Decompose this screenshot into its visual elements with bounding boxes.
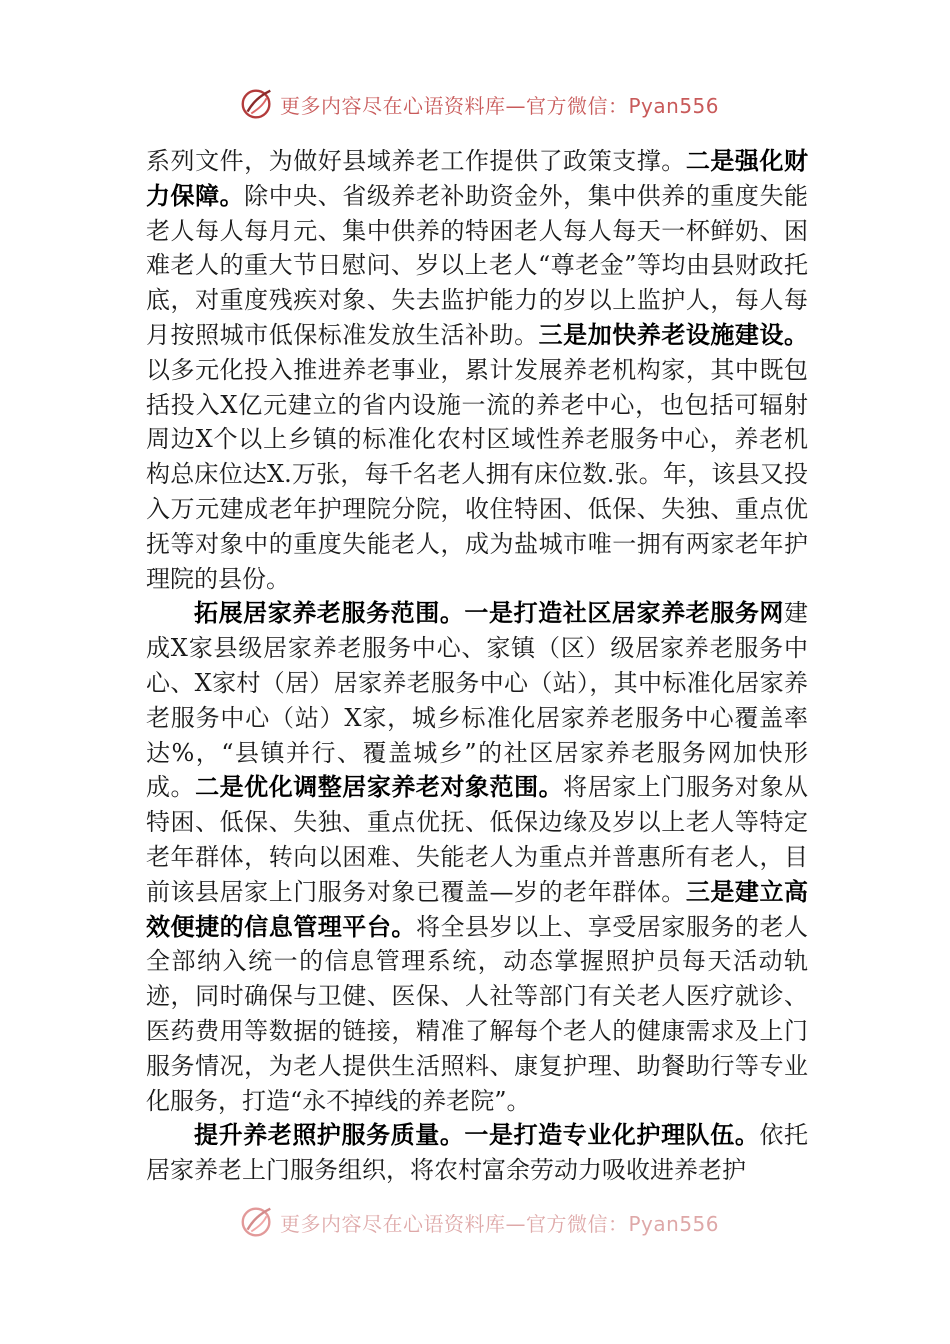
- paragraph-1-text-3: 以多元化投入推进养老事业，累计发展养老机构家，其中既包括投入X亿元建立的省内设施一流的养老中心，也包括可辐射周边X个以上乡镇的标准化农村区域性养老服务中心，养老机构总床位达X.万张，每千名老人拥有床位数.张。年，该县又投入万元建成老年护理院分院，收住特困、低保、失独、重点优抚等对象中的重度失能老人，成为盐城市唯一拥有两家老年护理院的县份。: [146, 355, 808, 593]
- paragraph-2-heading-1: 拓展居家养老服务范围。一是打造社区居家养老服务网: [194, 598, 784, 628]
- paragraph-3-heading-1: 提升养老照护服务质量。一是打造专业化护理队伍。: [194, 1120, 760, 1150]
- paragraph-2-text-1: 建成X家县级居家养老服务中心、家镇（区）级居家养老服务中心、X家村（居）居家养老服务中心（站），其中标准化居家养老服务中心（站）X家，城乡标准化居家养老服务中心覆盖率达%，“县镇并行、覆盖城乡”的社区居家养老服务网加快形成。: [146, 599, 808, 802]
- paragraph-1: [146, 144, 808, 596]
- paragraph-1-heading-2: 二是强化财力保障。: [146, 146, 809, 210]
- paragraph-3: [146, 1118, 808, 1188]
- paragraph-2-text-3: 将全县岁以上、享受居家服务的老人全部纳入统一的信息管理系统，动态掌握照护员每天活动轨迹，同时确保与卫健、医保、人社等部门有关老人医疗就诊、医药费用等数据的链接，精准了解每个老人的健康需求及上门服务情况，为老人提供生活照料、康复护理、助餐助行等专业化服务，打造“永不掉线的养老院”。: [146, 912, 809, 1115]
- header-watermark-text: 更多内容尽在心语资料库—官方微信：Pyan556: [280, 93, 720, 118]
- footer-watermark: [238, 1202, 719, 1242]
- paragraph-2: [146, 596, 808, 1118]
- paragraph-2-heading-3: 三是建立高效便捷的信息管理平台。: [146, 876, 809, 941]
- paragraph-2-heading-2: 二是优化调整居家养老对象范围。: [195, 772, 564, 802]
- document-body: [146, 144, 808, 1188]
- paragraph-3-text-1: 依托居家养老上门服务组织，将农村富余劳动力吸收进养老护: [146, 1121, 809, 1185]
- header-watermark: [238, 84, 719, 124]
- footer-watermark-text: 更多内容尽在心语资料库—官方微信：Pyan556: [280, 1211, 720, 1236]
- brand-logo-icon: [238, 1203, 276, 1241]
- brand-logo-icon: [238, 85, 276, 123]
- paragraph-1-text-2: 除中央、省级养老补助资金外，集中供养的重度失能老人每人每月元、集中供养的特困老人每人每天一杯鲜奶、困难老人的重大节日慰问、岁以上老人“尊老金”等均由县财政托底，对重度残疾对象、失去监护能力的岁以上监护人，每人每月按照城市低保标准发放生活补助。: [146, 181, 809, 349]
- paragraph-2-text-2: 将居家上门服务对象从特困、低保、失独、重点优抚、低保边缘及岁以上老人等特定老年群体，转向以困难、失能老人为重点并普惠所有老人，目前该县居家上门服务对象已覆盖—岁的老年群体。: [146, 773, 809, 906]
- paragraph-1-heading-3: 三是加快养老设施建设。: [538, 319, 809, 349]
- paragraph-1-text-1: 系列文件，为做好县域养老工作提供了政策支撑。: [146, 147, 686, 175]
